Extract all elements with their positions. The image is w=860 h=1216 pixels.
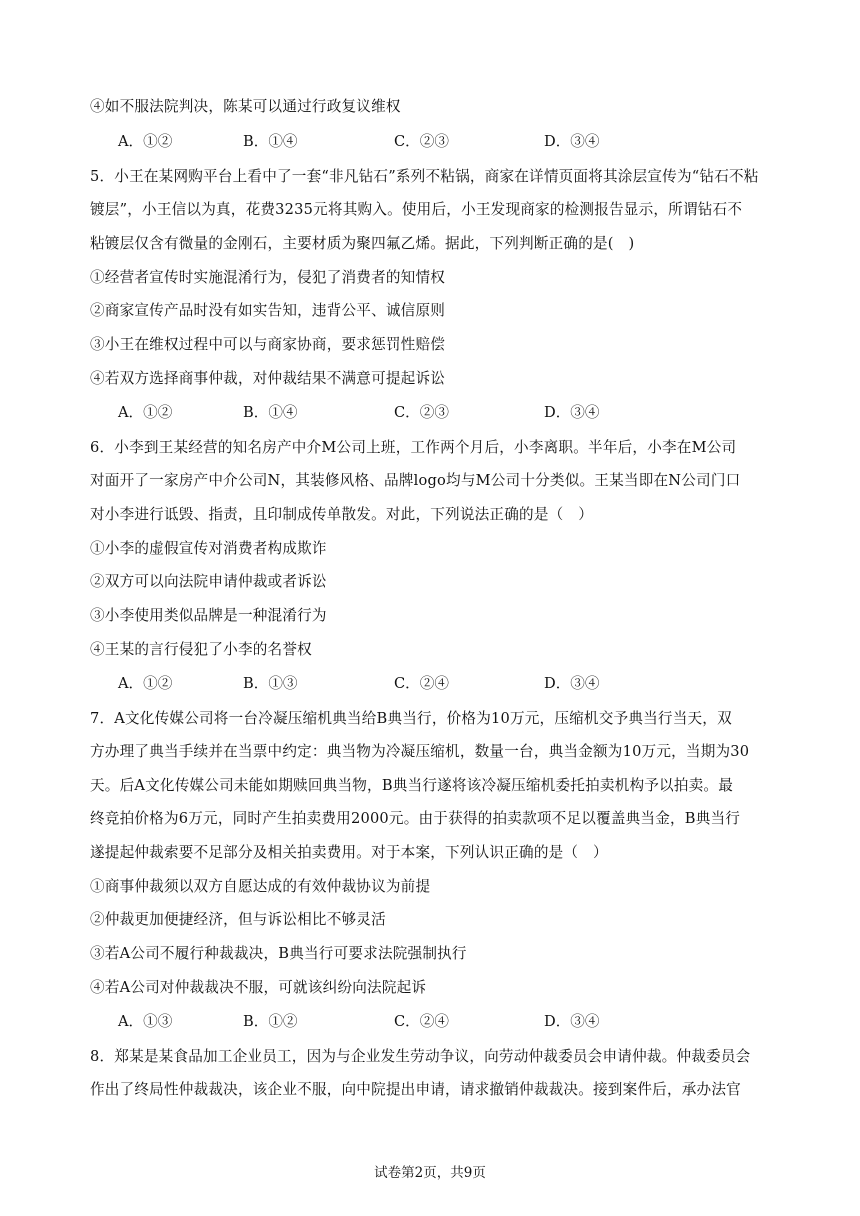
q6-option-d: D．③④ bbox=[544, 675, 600, 692]
q4-option-c: C．②③ bbox=[394, 133, 449, 150]
q6-statement-1: ①小李的虚假宣传对消费者构成欺诈 bbox=[90, 540, 327, 557]
q8-stem-line-2: 作出了终局性仲裁裁决，该企业不服，向中院提出申请，请求撤销仲裁裁决。接到案件后，承办法官 bbox=[90, 1081, 741, 1098]
q7-statement-3: ③若A公司不履行种裁裁决，B典当行可要求法院强制执行 bbox=[90, 945, 467, 962]
q5-stem-line-2: 镀层”，小王信以为真，花费3235元将其购入。使用后，小王发现商家的检测报告显示，所谓钻石不 bbox=[90, 201, 743, 218]
q7-statement-1: ①商事仲裁须以双方自愿达成的有效仲裁协议为前提 bbox=[90, 878, 431, 895]
q5-stem-line-3: 粘镀层仅含有微量的金刚石，主要材质为聚四氟乙烯。据此，下列判断正确的是( ) bbox=[90, 235, 635, 252]
q6-statement-4: ④王某的言行侵犯了小李的名誉权 bbox=[90, 641, 312, 658]
q8-stem-line-1: 8．郑某是某食品加工企业员工，因为与企业发生劳动争议，向劳动仲裁委员会申请仲裁。仲裁委员会 bbox=[90, 1048, 751, 1065]
q7-stem-line-5: 遂提起仲裁索要不足部分及相关拍卖费用。对于本案，下列认识正确的是（ ） bbox=[90, 844, 608, 861]
q6-statement-3: ③小李使用类似品牌是一种混淆行为 bbox=[90, 607, 327, 624]
q4-statement-4: ④如不服法院判决，陈某可以通过行政复议维权 bbox=[90, 98, 401, 115]
q6-option-b: B．①③ bbox=[243, 675, 298, 692]
q5-option-c: C．②③ bbox=[394, 404, 449, 421]
q5-option-b: B．①④ bbox=[243, 404, 298, 421]
q5-statement-4: ④若双方选择商事仲裁，对仲裁结果不满意可提起诉讼 bbox=[90, 370, 446, 387]
q7-stem-line-3: 天。后A文化传媒公司未能如期赎回典当物，B典当行遂将该冷凝压缩机委托拍卖机构予以拍卖。最 bbox=[90, 777, 734, 794]
q7-statement-2: ②仲裁更加便捷经济，但与诉讼相比不够灵活 bbox=[90, 911, 386, 928]
q5-options bbox=[118, 402, 758, 424]
q5-option-d: D．③④ bbox=[544, 404, 600, 421]
q4-options bbox=[118, 131, 758, 153]
q7-stem-line-2: 方办理了典当手续并在当票中约定：典当物为冷凝压缩机，数量一台，典当金额为10万元，当期为30 bbox=[90, 743, 750, 760]
q4-option-a: A．①② bbox=[118, 133, 173, 150]
q6-stem-line-3: 对小李进行诋毁、指责，且印制成传单散发。对此，下列说法正确的是（ ） bbox=[90, 506, 593, 523]
q5-statement-1: ①经营者宣传时实施混淆行为，侵犯了消费者的知情权 bbox=[90, 269, 446, 286]
q4-option-b: B．①④ bbox=[243, 133, 298, 150]
q6-stem-line-1: 6．小李到王某经营的知名房产中介M公司上班，工作两个月后，小李离职。半年后，小李在M公司 bbox=[90, 439, 737, 456]
q6-option-c: C．②④ bbox=[394, 675, 449, 692]
q7-options bbox=[118, 1011, 758, 1033]
page-footer: 试卷第2页，共9页 bbox=[374, 1165, 486, 1181]
q7-stem-line-1: 7．A文化传媒公司将一台冷凝压缩机典当给B典当行，价格为10万元，压缩机交予典当行当天，双 bbox=[90, 710, 732, 727]
q6-options bbox=[118, 673, 758, 695]
q7-stem-line-4: 终竞拍价格为6万元，同时产生拍卖费用2000元。由于获得的拍卖款项不足以覆盖典当金，B典当行 bbox=[90, 810, 741, 827]
q5-option-a: A．①② bbox=[118, 404, 173, 421]
q5-stem-line-1: 5．小王在某网购平台上看中了一套“非凡钻石”系列不粘锅，商家在详情页面将其涂层宣传为“钻石不粘 bbox=[90, 168, 759, 185]
q6-option-a: A．①② bbox=[118, 675, 173, 692]
q6-stem-line-2: 对面开了一家房产中介公司N，其装修风格、品牌logo均与M公司十分类似。王某当即在N公司门口 bbox=[90, 472, 741, 489]
q6-statement-2: ②双方可以向法院申请仲裁或者诉讼 bbox=[90, 573, 327, 590]
q7-option-c: C．②④ bbox=[394, 1013, 449, 1030]
q7-option-a: A．①③ bbox=[118, 1013, 173, 1030]
q7-option-b: B．①② bbox=[243, 1013, 298, 1030]
q5-statement-3: ③小王在维权过程中可以与商家协商，要求惩罚性赔偿 bbox=[90, 336, 446, 353]
q7-statement-4: ④若A公司对仲裁裁决不服，可就该纠纷向法院起诉 bbox=[90, 979, 427, 996]
q4-option-d: D．③④ bbox=[544, 133, 600, 150]
q5-statement-2: ②商家宣传产品时没有如实告知，违背公平、诚信原则 bbox=[90, 302, 446, 319]
q7-option-d: D．③④ bbox=[544, 1013, 600, 1030]
